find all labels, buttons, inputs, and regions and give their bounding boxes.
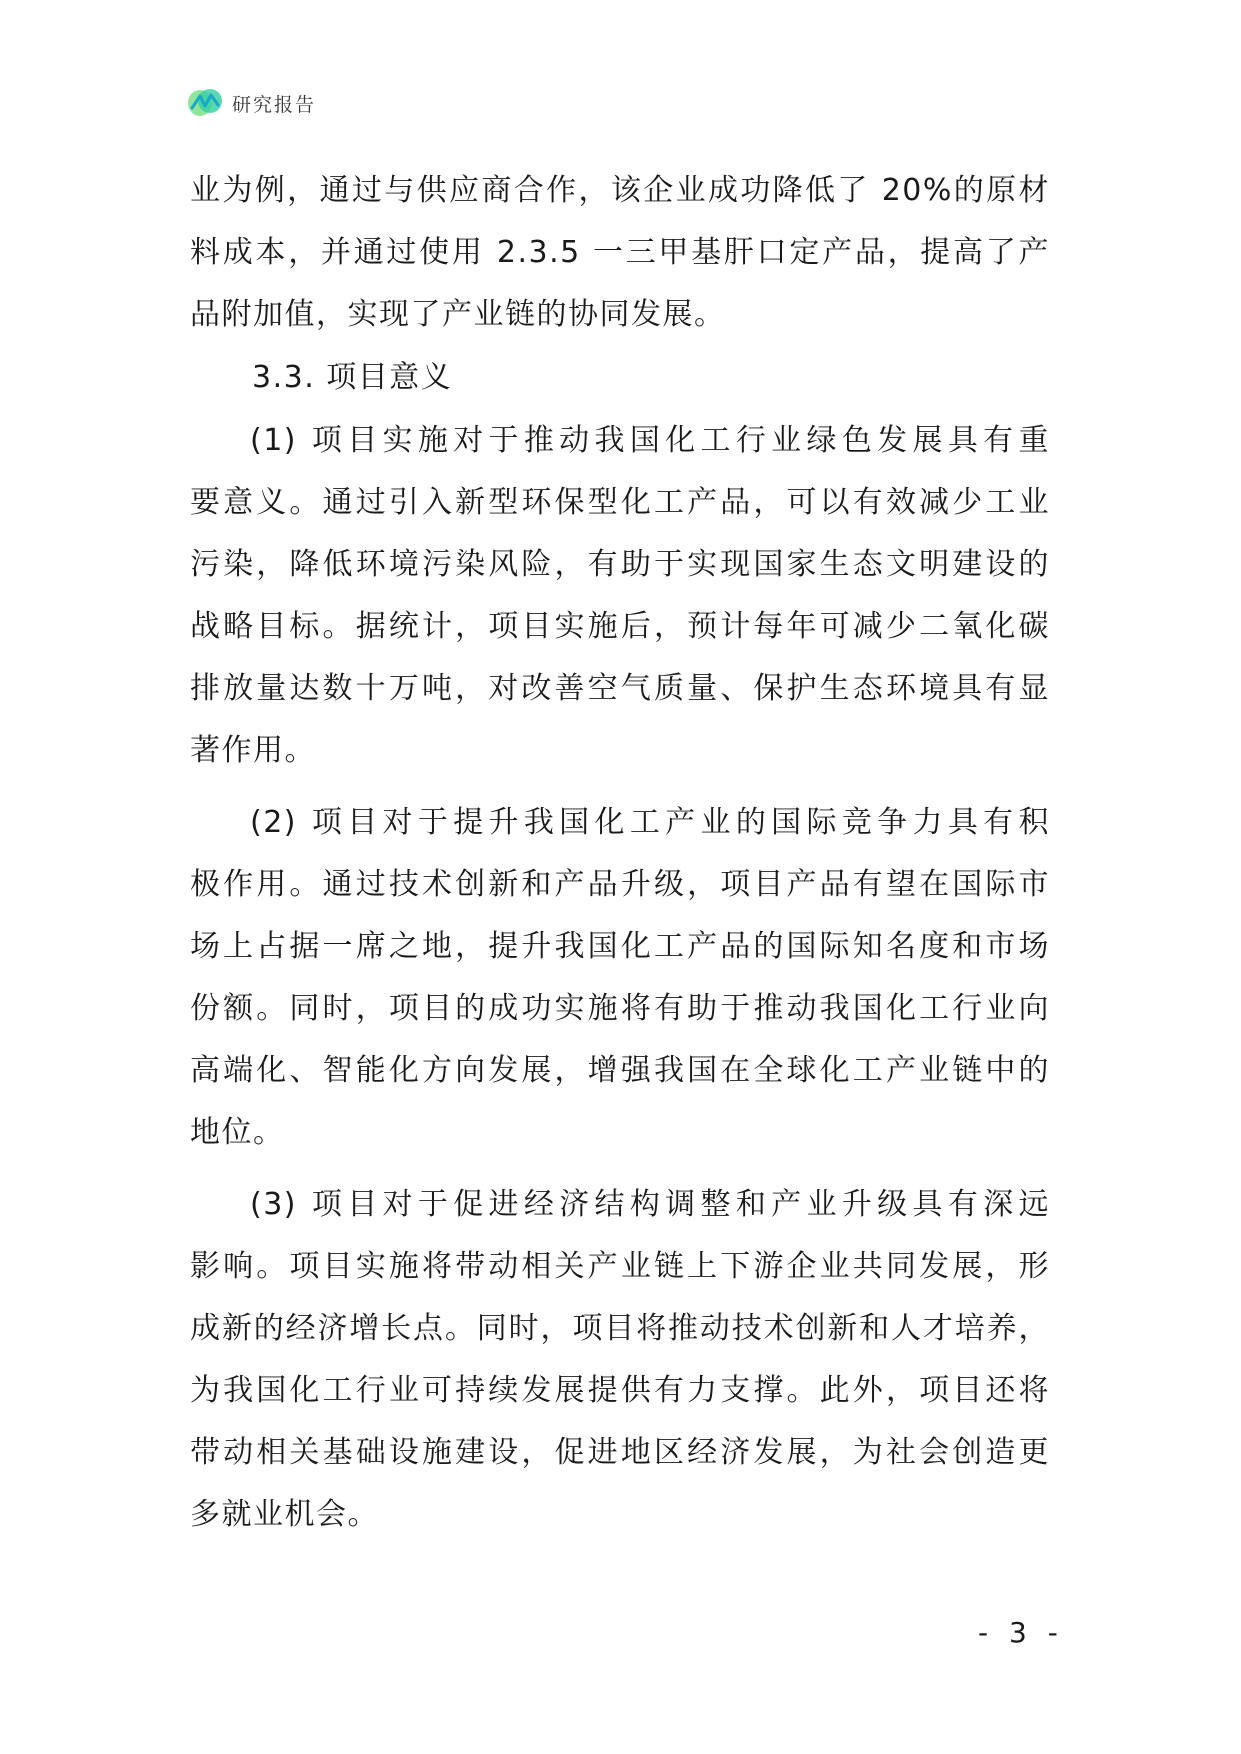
paragraph-line: 带动相关基础设施建设，促进地区经济发展，为社会创造更	[190, 1435, 1050, 1470]
paragraph-line: 地位。	[190, 1115, 285, 1150]
paragraph-line: 份额。同时，项目的成功实施将有助于推动我国化工行业向	[190, 991, 1050, 1026]
paragraph-line: 场上占据一席之地，提升我国化工产品的国际知名度和市场	[190, 929, 1050, 964]
paragraph-line: (1) 项目实施对于推动我国化工行业绿色发展具有重	[250, 423, 1050, 458]
document-body	[190, 160, 1050, 1546]
paragraph-line: 影响。项目实施将带动相关产业链上下游企业共同发展，形	[190, 1249, 1050, 1284]
report-logo-icon	[186, 86, 224, 120]
paragraph-line: 污染，降低环境污染风险，有助于实现国家生态文明建设的	[190, 547, 1050, 582]
paragraph-line: 多就业机会。	[190, 1497, 379, 1532]
paragraph-line: (3) 项目对于促进经济结构调整和产业升级具有深远	[250, 1187, 1050, 1222]
paragraph	[190, 1174, 1050, 1546]
page-header	[186, 86, 316, 120]
paragraph-line: 高端化、智能化方向发展，增强我国在全球化工产业链中的	[190, 1053, 1050, 1088]
header-title: 研究报告	[232, 93, 317, 116]
paragraph-line: 排放量达数十万吨，对改善空气质量、保护生态环境具有显	[190, 671, 1050, 706]
paragraph-line: 著作用。	[190, 733, 316, 768]
intro-line: 料成本，并通过使用 2.3.5 一三甲基肝口定产品，提高了产	[190, 235, 1050, 270]
paragraph-line: 战略目标。据统计，项目实施后，预计每年可减少二氧化碳	[190, 609, 1050, 644]
paragraph-line: (2) 项目对于提升我国化工产业的国际竞争力具有积	[250, 805, 1050, 840]
page-number: - 3 -	[978, 1616, 1064, 1649]
paragraph-line: 极作用。通过技术创新和产品升级，项目产品有望在国际市	[190, 867, 1050, 902]
paragraph	[190, 792, 1050, 1164]
paragraph-line: 为我国化工行业可持续发展提供有力支撑。此外，项目还将	[190, 1373, 1050, 1408]
paragraph-line: 要意义。通过引入新型环保型化工产品，可以有效减少工业	[190, 485, 1050, 520]
intro-line: 业为例，通过与供应商合作，该企业成功降低了 20%的原材	[190, 173, 1050, 208]
paragraph	[190, 410, 1050, 782]
paragraph-line: 成新的经济增长点。同时，项目将推动技术创新和人才培养，	[190, 1311, 1050, 1346]
intro-line: 品附加值，实现了产业链的协同发展。	[190, 297, 726, 332]
section-heading: 3.3. 项目意义	[252, 360, 453, 395]
